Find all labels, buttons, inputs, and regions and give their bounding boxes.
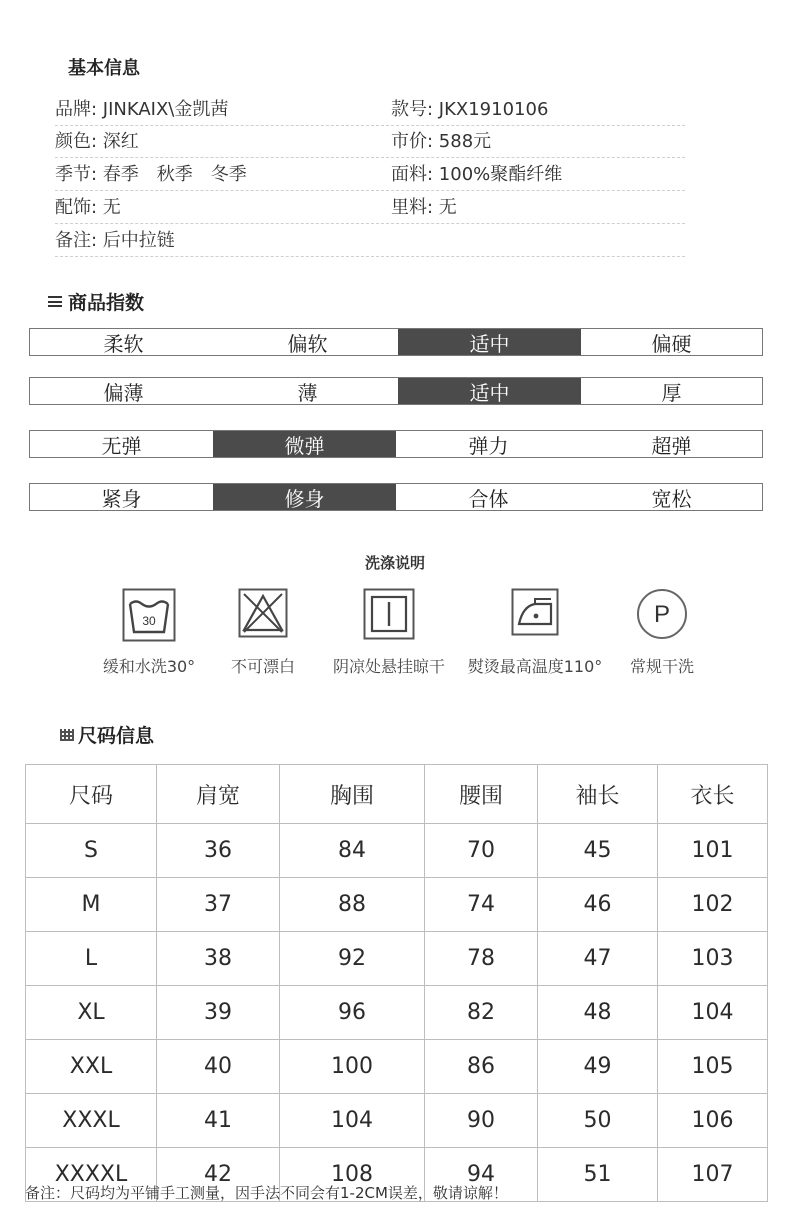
- season-spring: 季节: 春季: [55, 164, 139, 185]
- index-option-selected: 修身: [213, 484, 396, 510]
- table-row: [26, 1040, 768, 1094]
- table-cell: 42: [157, 1148, 280, 1202]
- wash-temp-text: 30: [142, 614, 156, 628]
- table-cell: 70: [425, 824, 538, 878]
- table-cell: 36: [157, 824, 280, 878]
- wash-item: [102, 588, 196, 676]
- size-table-header-row: [26, 765, 768, 824]
- season-autumn: 秋季: [156, 164, 193, 185]
- table-cell: 46: [538, 878, 658, 932]
- header-waist: 腰围: [425, 765, 538, 824]
- table-cell: M: [26, 878, 157, 932]
- table-cell: 88: [280, 878, 425, 932]
- wash-item: [467, 588, 603, 676]
- line-dry-shade-icon: [363, 588, 415, 640]
- header-size: 尺码: [26, 765, 157, 824]
- table-cell: 105: [658, 1040, 768, 1094]
- index-option: 偏硬: [651, 331, 692, 356]
- product-index-heading: [48, 288, 144, 315]
- header-sleeve: 袖长: [538, 765, 658, 824]
- index-row-elasticity: [29, 430, 763, 458]
- index-option-selected: 微弹: [213, 431, 396, 457]
- info-row-brand: [55, 93, 685, 126]
- table-cell: 38: [157, 932, 280, 986]
- table-cell: 39: [157, 986, 280, 1040]
- table-cell: L: [26, 932, 157, 986]
- table-icon: [60, 729, 74, 741]
- table-cell: 104: [658, 986, 768, 1040]
- table-cell: XL: [26, 986, 157, 1040]
- table-cell: S: [26, 824, 157, 878]
- table-cell: 96: [280, 986, 425, 1040]
- index-option: 超弹: [651, 433, 692, 458]
- index-option: 偏薄: [103, 380, 144, 405]
- product-index-title: 商品指数: [68, 292, 145, 314]
- table-cell: 103: [658, 932, 768, 986]
- index-option: 紧身: [101, 486, 142, 511]
- iron-icon: [511, 588, 559, 636]
- dry-clean-p-icon: [636, 588, 688, 640]
- dry-clean-letter: P: [653, 601, 671, 628]
- index-option-selected: 适中: [398, 329, 581, 355]
- index-row-softness: [29, 328, 763, 356]
- size-info-title: 尺码信息: [78, 725, 155, 747]
- wash-label: 阴凉处悬挂晾干: [332, 657, 446, 676]
- washing-title: 洗涤说明: [364, 554, 425, 572]
- table-cell: 94: [425, 1148, 538, 1202]
- index-option: 薄: [297, 380, 318, 405]
- index-option: 弹力: [468, 433, 509, 458]
- no-bleach-icon: [238, 588, 288, 638]
- table-row: [26, 824, 768, 878]
- wash-label: 缓和水洗30°: [102, 657, 196, 676]
- info-row-season: [55, 158, 685, 191]
- season-text: [55, 160, 247, 186]
- list-icon: [48, 296, 62, 307]
- table-cell: 74: [425, 878, 538, 932]
- table-cell: XXXXL: [26, 1148, 157, 1202]
- header-bust: 胸围: [280, 765, 425, 824]
- table-cell: 104: [280, 1094, 425, 1148]
- table-cell: XXL: [26, 1040, 157, 1094]
- brand-text: 品牌: JINKAIX\金凯茜: [55, 99, 229, 120]
- info-row-note: [55, 224, 685, 257]
- index-option: 无弹: [101, 433, 142, 458]
- table-cell: XXXL: [26, 1094, 157, 1148]
- table-cell: 92: [280, 932, 425, 986]
- table-cell: 78: [425, 932, 538, 986]
- wash-label: 熨烫最高温度110°: [467, 657, 603, 676]
- table-row: [26, 932, 768, 986]
- table-row: [26, 878, 768, 932]
- header-shoulder: 肩宽: [157, 765, 280, 824]
- season-winter: 冬季: [210, 164, 247, 185]
- table-cell: 100: [280, 1040, 425, 1094]
- wash-label: 常规干洗: [629, 657, 695, 676]
- info-row-color: [55, 125, 685, 158]
- table-cell: 106: [658, 1094, 768, 1148]
- color-text: 颜色: 深红: [55, 131, 139, 152]
- index-row-thickness: [29, 377, 763, 405]
- style-no-text: 款号: JKX1910106: [391, 99, 549, 120]
- index-option: 偏软: [287, 331, 328, 356]
- table-cell: 51: [538, 1148, 658, 1202]
- table-row: [26, 986, 768, 1040]
- wash-label: 不可漂白: [230, 657, 296, 676]
- index-option: 宽松: [651, 486, 692, 511]
- wash-item: [629, 588, 695, 676]
- note-text: 备注: 后中拉链: [55, 230, 175, 251]
- index-option: 柔软: [103, 331, 144, 356]
- table-cell: 86: [425, 1040, 538, 1094]
- accessory-text: 配饰: 无: [55, 197, 121, 218]
- info-row-accessory: [55, 191, 685, 224]
- table-cell: 84: [280, 824, 425, 878]
- table-cell: 40: [157, 1040, 280, 1094]
- table-cell: 90: [425, 1094, 538, 1148]
- table-cell: 47: [538, 932, 658, 986]
- table-cell: 102: [658, 878, 768, 932]
- header-length: 衣长: [658, 765, 768, 824]
- index-option: 厚: [661, 380, 682, 405]
- table-cell: 107: [658, 1148, 768, 1202]
- table-cell: 49: [538, 1040, 658, 1094]
- index-row-fit: [29, 483, 763, 511]
- table-row: [26, 1094, 768, 1148]
- index-option-selected: 适中: [398, 378, 581, 404]
- table-cell: 101: [658, 824, 768, 878]
- table-cell: 41: [157, 1094, 280, 1148]
- fabric-text: 面料: 100%聚酯纤维: [391, 164, 563, 185]
- size-footnote: 备注：尺码均为平铺手工测量，因手法不同会有1-2CM误差，敬请谅解！: [25, 1184, 508, 1202]
- table-cell: 108: [280, 1148, 425, 1202]
- price-text: 市价: 588元: [391, 131, 492, 152]
- size-table: [25, 764, 768, 1202]
- table-cell: 50: [538, 1094, 658, 1148]
- table-cell: 37: [157, 878, 280, 932]
- wash-item: [230, 588, 296, 676]
- index-option: 合体: [468, 486, 509, 511]
- table-cell: 45: [538, 824, 658, 878]
- table-cell: 82: [425, 986, 538, 1040]
- wash-item: [332, 588, 446, 676]
- basic-info-title: 基本信息: [68, 58, 140, 79]
- table-cell: 48: [538, 986, 658, 1040]
- size-info-heading: [60, 721, 154, 748]
- wash-30-icon: [122, 588, 176, 642]
- lining-text: 里料: 无: [391, 197, 457, 218]
